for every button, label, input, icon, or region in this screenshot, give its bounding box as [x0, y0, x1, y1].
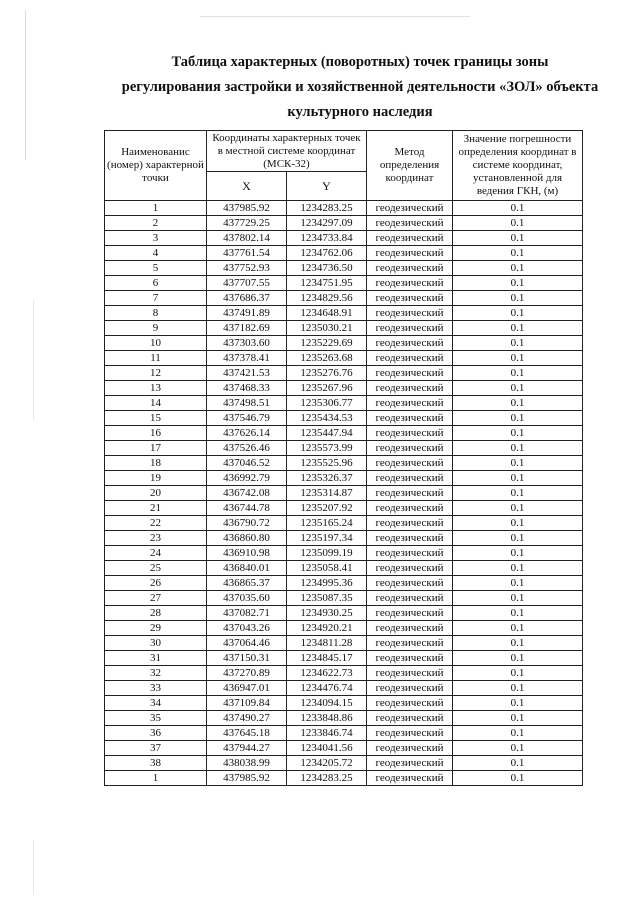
cell-x: 436910.98: [207, 546, 287, 561]
cell-point-number: 5: [105, 261, 207, 276]
cell-y: 1234811.28: [287, 636, 367, 651]
cell-point-number: 3: [105, 231, 207, 246]
cell-x: 437645.18: [207, 726, 287, 741]
cell-accuracy: 0.1: [453, 366, 583, 381]
table-row: [105, 201, 583, 216]
cell-x: 437729.25: [207, 216, 287, 231]
cell-point-number: 13: [105, 381, 207, 396]
table-row: [105, 291, 583, 306]
cell-accuracy: 0.1: [453, 636, 583, 651]
cell-accuracy: 0.1: [453, 291, 583, 306]
cell-accuracy: 0.1: [453, 666, 583, 681]
cell-accuracy: 0.1: [453, 486, 583, 501]
cell-y: 1234094.15: [287, 696, 367, 711]
cell-x: 437378.41: [207, 351, 287, 366]
cell-x: 437498.51: [207, 396, 287, 411]
cell-y: 1235314.87: [287, 486, 367, 501]
table-row: [105, 576, 583, 591]
table-row: [105, 231, 583, 246]
table-row: [105, 456, 583, 471]
table-row: [105, 546, 583, 561]
header-point-name: Наименованис (номер) характерной точки: [105, 131, 207, 201]
cell-accuracy: 0.1: [453, 456, 583, 471]
cell-accuracy: 0.1: [453, 561, 583, 576]
cell-x: 437109.84: [207, 696, 287, 711]
cell-point-number: 16: [105, 426, 207, 441]
table-row: [105, 561, 583, 576]
cell-x: 436865.37: [207, 576, 287, 591]
cell-point-number: 31: [105, 651, 207, 666]
cell-point-number: 15: [105, 411, 207, 426]
title-line-1: Таблица характерных (поворотных) точек границы зоны: [171, 54, 549, 70]
title-line-3: культурного наследия: [287, 104, 433, 120]
cell-y: 1235573.99: [287, 441, 367, 456]
table-row: [105, 306, 583, 321]
cell-y: 1235207.92: [287, 501, 367, 516]
cell-x: 437707.55: [207, 276, 287, 291]
cell-y: 1234283.25: [287, 771, 367, 786]
cell-y: 1234995.36: [287, 576, 367, 591]
table-row: [105, 636, 583, 651]
cell-y: 1235099.19: [287, 546, 367, 561]
cell-method: геодезический: [367, 321, 453, 336]
cell-method: геодезический: [367, 576, 453, 591]
cell-x: 437303.60: [207, 336, 287, 351]
cell-y: 1233846.74: [287, 726, 367, 741]
cell-y: 1233848.86: [287, 711, 367, 726]
cell-accuracy: 0.1: [453, 516, 583, 531]
cell-accuracy: 0.1: [453, 471, 583, 486]
cell-method: геодезический: [367, 471, 453, 486]
header-accuracy: Значение погрешности определения координат в системе координат, установленной для ведения ГКН, (м): [453, 131, 583, 201]
cell-x: 437985.92: [207, 201, 287, 216]
cell-method: геодезический: [367, 441, 453, 456]
table-row: [105, 351, 583, 366]
cell-accuracy: 0.1: [453, 606, 583, 621]
cell-x: 437035.60: [207, 591, 287, 606]
cell-x: 436744.78: [207, 501, 287, 516]
cell-accuracy: 0.1: [453, 591, 583, 606]
header-method: Метод определения координат: [367, 131, 453, 201]
cell-y: 1234648.91: [287, 306, 367, 321]
cell-method: геодезический: [367, 531, 453, 546]
cell-point-number: 30: [105, 636, 207, 651]
cell-y: 1234041.56: [287, 741, 367, 756]
cell-y: 1234751.95: [287, 276, 367, 291]
cell-method: геодезический: [367, 381, 453, 396]
cell-y: 1235087.35: [287, 591, 367, 606]
cell-x: 437043.26: [207, 621, 287, 636]
cell-x: 438038.99: [207, 756, 287, 771]
cell-point-number: 25: [105, 561, 207, 576]
cell-method: геодезический: [367, 306, 453, 321]
cell-x: 437082.71: [207, 606, 287, 621]
title-line-2: регулирования застройки и хозяйственной деятельности «ЗОЛ» объекта: [121, 79, 599, 95]
table-row: [105, 501, 583, 516]
cell-point-number: 24: [105, 546, 207, 561]
cell-point-number: 33: [105, 681, 207, 696]
header-y: Y: [287, 172, 367, 201]
cell-x: 436860.80: [207, 531, 287, 546]
cell-accuracy: 0.1: [453, 306, 583, 321]
cell-x: 437626.14: [207, 426, 287, 441]
cell-method: геодезический: [367, 651, 453, 666]
cell-x: 437985.92: [207, 771, 287, 786]
table-row: [105, 621, 583, 636]
table-row: [105, 396, 583, 411]
cell-point-number: 9: [105, 321, 207, 336]
cell-method: геодезический: [367, 216, 453, 231]
cell-accuracy: 0.1: [453, 726, 583, 741]
scan-artifact: [33, 840, 34, 895]
cell-y: 1234762.06: [287, 246, 367, 261]
table-row: [105, 321, 583, 336]
table-row: [105, 441, 583, 456]
cell-accuracy: 0.1: [453, 756, 583, 771]
cell-method: геодезический: [367, 696, 453, 711]
cell-method: геодезический: [367, 771, 453, 786]
cell-point-number: 7: [105, 291, 207, 306]
cell-y: 1235276.76: [287, 366, 367, 381]
cell-y: 1234920.21: [287, 621, 367, 636]
cell-y: 1235267.96: [287, 381, 367, 396]
table-row: [105, 756, 583, 771]
cell-method: геодезический: [367, 336, 453, 351]
table-row: [105, 471, 583, 486]
cell-accuracy: 0.1: [453, 426, 583, 441]
cell-method: геодезический: [367, 411, 453, 426]
table-row: [105, 606, 583, 621]
cell-method: геодезический: [367, 501, 453, 516]
cell-method: геодезический: [367, 456, 453, 471]
document-title: [100, 50, 620, 125]
table-body: [105, 201, 583, 786]
cell-accuracy: 0.1: [453, 351, 583, 366]
cell-accuracy: 0.1: [453, 771, 583, 786]
table-row: [105, 486, 583, 501]
table-row: [105, 651, 583, 666]
table-row: [105, 336, 583, 351]
cell-y: 1235326.37: [287, 471, 367, 486]
table-row: [105, 381, 583, 396]
cell-accuracy: 0.1: [453, 501, 583, 516]
cell-x: 437468.33: [207, 381, 287, 396]
cell-x: 437046.52: [207, 456, 287, 471]
cell-point-number: 32: [105, 666, 207, 681]
cell-x: 436947.01: [207, 681, 287, 696]
cell-point-number: 34: [105, 696, 207, 711]
cell-y: 1234736.50: [287, 261, 367, 276]
cell-method: геодезический: [367, 396, 453, 411]
cell-x: 437944.27: [207, 741, 287, 756]
table-row: [105, 276, 583, 291]
table-row: [105, 771, 583, 786]
cell-method: геодезический: [367, 291, 453, 306]
cell-y: 1234476.74: [287, 681, 367, 696]
cell-y: 1234283.25: [287, 201, 367, 216]
cell-method: геодезический: [367, 426, 453, 441]
cell-y: 1235525.96: [287, 456, 367, 471]
cell-x: 437802.14: [207, 231, 287, 246]
cell-point-number: 26: [105, 576, 207, 591]
cell-point-number: 17: [105, 441, 207, 456]
cell-x: 437490.27: [207, 711, 287, 726]
cell-y: 1235229.69: [287, 336, 367, 351]
cell-accuracy: 0.1: [453, 546, 583, 561]
cell-point-number: 19: [105, 471, 207, 486]
cell-y: 1235434.53: [287, 411, 367, 426]
cell-point-number: 6: [105, 276, 207, 291]
cell-x: 437150.31: [207, 651, 287, 666]
cell-accuracy: 0.1: [453, 576, 583, 591]
table-row: [105, 246, 583, 261]
cell-accuracy: 0.1: [453, 201, 583, 216]
cell-point-number: 1: [105, 771, 207, 786]
cell-point-number: 2: [105, 216, 207, 231]
cell-y: 1235447.94: [287, 426, 367, 441]
cell-accuracy: 0.1: [453, 711, 583, 726]
cell-y: 1235306.77: [287, 396, 367, 411]
cell-y: 1234733.84: [287, 231, 367, 246]
cell-point-number: 1: [105, 201, 207, 216]
cell-method: геодезический: [367, 591, 453, 606]
cell-method: геодезический: [367, 516, 453, 531]
header-x: X: [207, 172, 287, 201]
cell-x: 437752.93: [207, 261, 287, 276]
cell-method: геодезический: [367, 666, 453, 681]
cell-x: 436790.72: [207, 516, 287, 531]
table-row: [105, 591, 583, 606]
cell-accuracy: 0.1: [453, 321, 583, 336]
cell-accuracy: 0.1: [453, 651, 583, 666]
cell-y: 1235030.21: [287, 321, 367, 336]
cell-point-number: 14: [105, 396, 207, 411]
table-row: [105, 681, 583, 696]
cell-y: 1234930.25: [287, 606, 367, 621]
scan-artifact: [200, 16, 470, 17]
cell-accuracy: 0.1: [453, 741, 583, 756]
table-row: [105, 531, 583, 546]
coordinates-table: [104, 130, 583, 786]
cell-point-number: 29: [105, 621, 207, 636]
cell-accuracy: 0.1: [453, 336, 583, 351]
cell-y: 1234205.72: [287, 756, 367, 771]
cell-accuracy: 0.1: [453, 531, 583, 546]
cell-y: 1235263.68: [287, 351, 367, 366]
header-coordinates: Координаты характерных точек в местной системе координат (МСК-32): [207, 131, 367, 172]
cell-method: геодезический: [367, 621, 453, 636]
cell-x: 437064.46: [207, 636, 287, 651]
cell-accuracy: 0.1: [453, 411, 583, 426]
scan-artifact: [25, 10, 26, 160]
cell-accuracy: 0.1: [453, 381, 583, 396]
cell-method: геодезический: [367, 606, 453, 621]
table-row: [105, 216, 583, 231]
table-row: [105, 411, 583, 426]
table-row: [105, 696, 583, 711]
table-row: [105, 711, 583, 726]
table-row: [105, 516, 583, 531]
cell-method: геодезический: [367, 561, 453, 576]
cell-point-number: 18: [105, 456, 207, 471]
cell-point-number: 27: [105, 591, 207, 606]
cell-method: геодезический: [367, 201, 453, 216]
cell-point-number: 22: [105, 516, 207, 531]
cell-method: геодезический: [367, 636, 453, 651]
cell-x: 437546.79: [207, 411, 287, 426]
cell-accuracy: 0.1: [453, 231, 583, 246]
cell-point-number: 28: [105, 606, 207, 621]
table-row: [105, 726, 583, 741]
cell-point-number: 12: [105, 366, 207, 381]
cell-method: геодезический: [367, 351, 453, 366]
cell-point-number: 10: [105, 336, 207, 351]
cell-point-number: 35: [105, 711, 207, 726]
cell-method: геодезический: [367, 741, 453, 756]
cell-method: геодезический: [367, 546, 453, 561]
cell-x: 437182.69: [207, 321, 287, 336]
cell-x: 436992.79: [207, 471, 287, 486]
cell-point-number: 8: [105, 306, 207, 321]
cell-point-number: 36: [105, 726, 207, 741]
cell-accuracy: 0.1: [453, 696, 583, 711]
cell-x: 437526.46: [207, 441, 287, 456]
cell-point-number: 20: [105, 486, 207, 501]
cell-accuracy: 0.1: [453, 216, 583, 231]
cell-accuracy: 0.1: [453, 276, 583, 291]
cell-point-number: 11: [105, 351, 207, 366]
cell-method: геодезический: [367, 366, 453, 381]
cell-y: 1235197.34: [287, 531, 367, 546]
cell-method: геодезический: [367, 246, 453, 261]
cell-x: 437491.89: [207, 306, 287, 321]
cell-point-number: 38: [105, 756, 207, 771]
cell-method: геодезический: [367, 681, 453, 696]
cell-point-number: 4: [105, 246, 207, 261]
cell-method: геодезический: [367, 276, 453, 291]
cell-accuracy: 0.1: [453, 681, 583, 696]
cell-point-number: 23: [105, 531, 207, 546]
cell-y: 1235058.41: [287, 561, 367, 576]
cell-accuracy: 0.1: [453, 261, 583, 276]
table-row: [105, 426, 583, 441]
cell-x: 437270.89: [207, 666, 287, 681]
cell-y: 1234845.17: [287, 651, 367, 666]
table-row: [105, 741, 583, 756]
cell-method: геодезический: [367, 726, 453, 741]
cell-x: 437686.37: [207, 291, 287, 306]
cell-method: геодезический: [367, 756, 453, 771]
cell-method: геодезический: [367, 711, 453, 726]
cell-method: геодезический: [367, 261, 453, 276]
cell-y: 1234829.56: [287, 291, 367, 306]
cell-point-number: 37: [105, 741, 207, 756]
table-row: [105, 366, 583, 381]
cell-x: 437761.54: [207, 246, 287, 261]
cell-y: 1234622.73: [287, 666, 367, 681]
cell-y: 1235165.24: [287, 516, 367, 531]
cell-x: 436840.01: [207, 561, 287, 576]
cell-point-number: 21: [105, 501, 207, 516]
cell-method: геодезический: [367, 231, 453, 246]
cell-accuracy: 0.1: [453, 246, 583, 261]
cell-accuracy: 0.1: [453, 396, 583, 411]
table-row: [105, 261, 583, 276]
cell-accuracy: 0.1: [453, 621, 583, 636]
cell-x: 437421.53: [207, 366, 287, 381]
cell-y: 1234297.09: [287, 216, 367, 231]
cell-method: геодезический: [367, 486, 453, 501]
cell-x: 436742.08: [207, 486, 287, 501]
scan-artifact: [33, 300, 34, 420]
table-row: [105, 666, 583, 681]
cell-accuracy: 0.1: [453, 441, 583, 456]
